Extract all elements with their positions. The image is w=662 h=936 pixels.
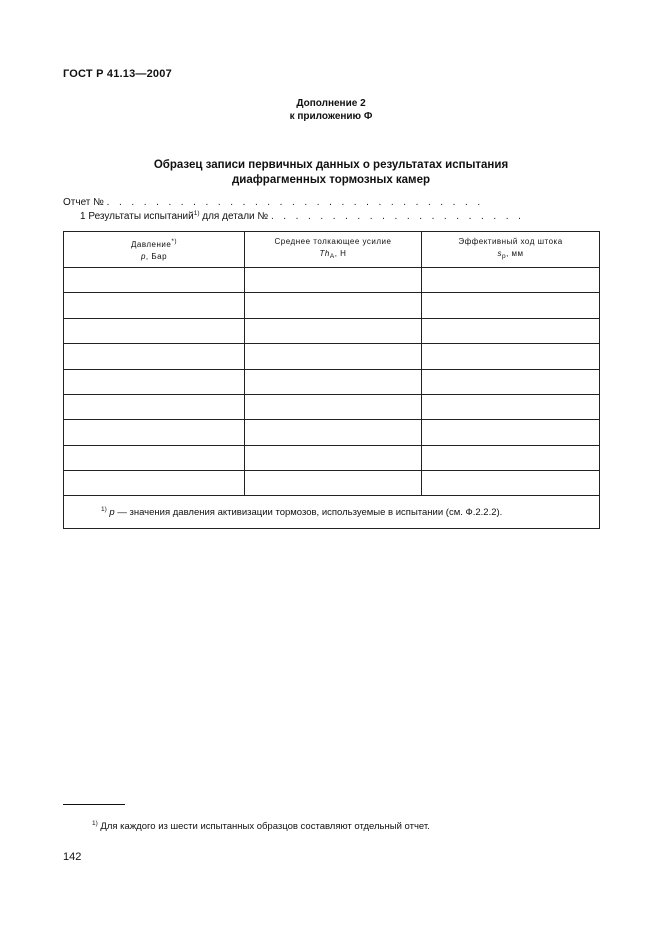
thrust-force-cell[interactable] bbox=[245, 420, 422, 445]
table-row bbox=[64, 394, 600, 419]
table-row bbox=[64, 268, 600, 293]
results-part-dots: . . . . . . . . . . . . . . . . . . . . . bbox=[270, 211, 525, 222]
table-row bbox=[64, 471, 600, 496]
results-table bbox=[63, 231, 600, 529]
supplement-title: Дополнение 2 bbox=[296, 98, 366, 109]
results-footnote-marker: 1) bbox=[193, 210, 200, 217]
table-note-row bbox=[64, 496, 600, 529]
thrust-force-cell[interactable] bbox=[245, 344, 422, 369]
footnote-divider bbox=[63, 804, 125, 805]
effective-stroke-cell[interactable] bbox=[422, 318, 600, 343]
thrust-force-cell[interactable] bbox=[245, 369, 422, 394]
thrust-force-cell[interactable] bbox=[245, 445, 422, 470]
page-number: 142 bbox=[63, 851, 82, 863]
report-number-dots: . . . . . . . . . . . . . . . . . . . . . . . . . . . . . . . bbox=[106, 197, 484, 208]
form-title-line-2: диафрагменных тормозных камер bbox=[231, 174, 430, 186]
report-number-label: Отчет № bbox=[63, 197, 104, 208]
page-footnote: $^{1)}$ Для каждого из шести испытанных образцов составляют отдельный отчет. bbox=[92, 820, 430, 832]
report-number-line bbox=[63, 197, 484, 208]
pressure-cell[interactable] bbox=[64, 344, 245, 369]
table-row bbox=[64, 293, 600, 318]
thrust-force-cell[interactable] bbox=[245, 471, 422, 496]
document-code: ГОСТ Р 41.13—2007 bbox=[63, 68, 172, 80]
supplement-subtitle: к приложению Ф bbox=[289, 111, 373, 122]
pressure-cell[interactable] bbox=[64, 318, 245, 343]
effective-stroke-cell[interactable] bbox=[422, 369, 600, 394]
table-row bbox=[64, 420, 600, 445]
effective-stroke-cell[interactable] bbox=[422, 344, 600, 369]
thrust-force-cell[interactable] bbox=[245, 394, 422, 419]
thrust-force-cell[interactable] bbox=[245, 293, 422, 318]
column-header-pressure: Давление*) p, Бар bbox=[64, 232, 245, 268]
results-label: 1 Результаты испытаний bbox=[80, 211, 194, 222]
pressure-cell[interactable] bbox=[64, 471, 245, 496]
pressure-cell[interactable] bbox=[64, 394, 245, 419]
effective-stroke-cell[interactable] bbox=[422, 445, 600, 470]
effective-stroke-cell[interactable] bbox=[422, 268, 600, 293]
effective-stroke-cell[interactable] bbox=[422, 394, 600, 419]
results-line bbox=[80, 210, 524, 222]
form-title-line-1: Образец записи первичных данных о результатах испытания bbox=[153, 159, 509, 171]
table-row bbox=[64, 344, 600, 369]
column-header-thrust-force: Среднее толкающее усилие $Th_A$, Н bbox=[245, 232, 422, 268]
table-note: $^{1)}$ p — значения давления активизации тормозов, используемые в испытании (см. Ф.2.2.2). bbox=[64, 496, 600, 529]
table-row bbox=[64, 369, 600, 394]
pressure-cell[interactable] bbox=[64, 445, 245, 470]
column-header-effective-stroke: Эффективный ход штока $s_p$, мм bbox=[422, 232, 600, 268]
results-part-label: для детали № bbox=[199, 211, 269, 222]
thrust-force-cell[interactable] bbox=[245, 318, 422, 343]
table-row bbox=[64, 445, 600, 470]
pressure-cell[interactable] bbox=[64, 293, 245, 318]
pressure-cell[interactable] bbox=[64, 369, 245, 394]
thrust-force-cell[interactable] bbox=[245, 268, 422, 293]
pressure-cell[interactable] bbox=[64, 268, 245, 293]
effective-stroke-cell[interactable] bbox=[422, 420, 600, 445]
effective-stroke-cell[interactable] bbox=[422, 293, 600, 318]
effective-stroke-cell[interactable] bbox=[422, 471, 600, 496]
pressure-cell[interactable] bbox=[64, 420, 245, 445]
table-header-row bbox=[64, 232, 600, 268]
table-row bbox=[64, 318, 600, 343]
